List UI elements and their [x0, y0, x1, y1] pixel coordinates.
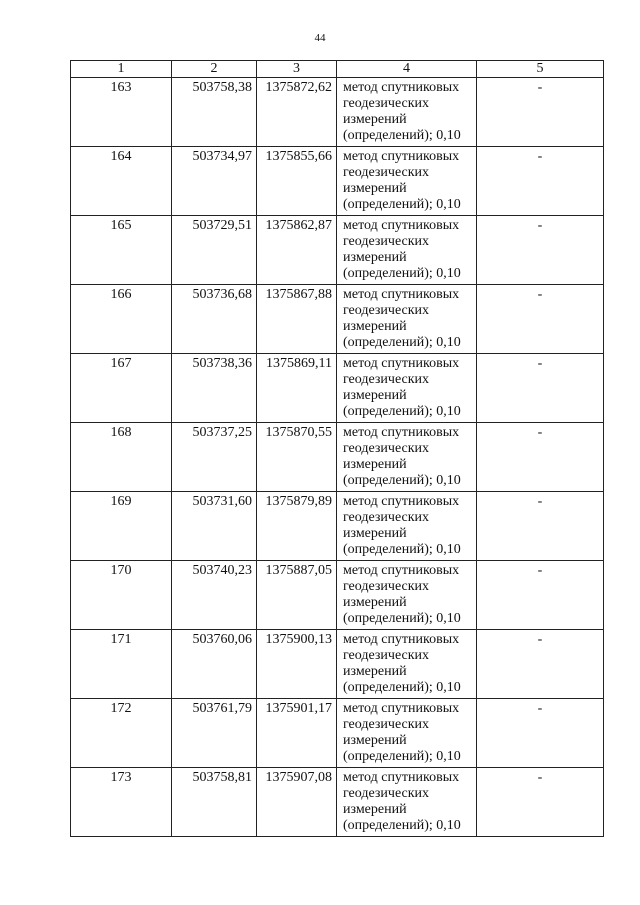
method-text-line: метод спутниковых [343, 425, 460, 440]
method-text-line: геодезических [343, 717, 430, 732]
note-cell: - [477, 699, 604, 768]
table-row [71, 423, 604, 492]
method-text-line: (определений); 0,10 [343, 335, 461, 350]
method-cell [337, 768, 477, 837]
method-text-line: (определений); 0,10 [343, 680, 461, 695]
method-cell [337, 147, 477, 216]
method-text-line: геодезических [343, 372, 430, 387]
method-text-line: измерений [343, 181, 407, 196]
table-row [71, 492, 604, 561]
x-coordinate-cell: 503738,36 [172, 354, 257, 423]
method-text-line: измерений [343, 457, 407, 472]
method-text-line: (определений); 0,10 [343, 266, 461, 281]
column-header: 4 [337, 61, 477, 78]
method-text-line: метод спутниковых [343, 149, 460, 164]
method-text-line: метод спутниковых [343, 701, 460, 716]
method-text-line: измерений [343, 388, 407, 403]
y-coordinate-cell: 1375887,05 [257, 561, 337, 630]
method-text-line: геодезических [343, 441, 430, 456]
point-number-cell: 168 [71, 423, 172, 492]
method-text-line: (определений); 0,10 [343, 404, 461, 419]
method-text-line: геодезических [343, 510, 430, 525]
point-number-cell: 166 [71, 285, 172, 354]
y-coordinate-cell: 1375900,13 [257, 630, 337, 699]
table-row [71, 768, 604, 837]
method-text-line: геодезических [343, 786, 430, 801]
method-text-line: метод спутниковых [343, 494, 460, 509]
note-cell: - [477, 561, 604, 630]
y-coordinate-cell: 1375879,89 [257, 492, 337, 561]
method-cell [337, 492, 477, 561]
point-number-cell: 165 [71, 216, 172, 285]
table-row [71, 285, 604, 354]
point-number-cell: 169 [71, 492, 172, 561]
method-text-line: метод спутниковых [343, 218, 460, 233]
point-number-cell: 173 [71, 768, 172, 837]
table-header-row [71, 61, 604, 78]
x-coordinate-cell: 503736,68 [172, 285, 257, 354]
table-row [71, 630, 604, 699]
method-text-line: геодезических [343, 165, 430, 180]
y-coordinate-cell: 1375872,62 [257, 78, 337, 147]
coordinates-table [70, 60, 604, 837]
method-text-line: метод спутниковых [343, 770, 460, 785]
column-header: 5 [477, 61, 604, 78]
method-text-line: измерений [343, 319, 407, 334]
point-number-cell: 164 [71, 147, 172, 216]
method-text-line: геодезических [343, 234, 430, 249]
x-coordinate-cell: 503737,25 [172, 423, 257, 492]
method-text-line: измерений [343, 595, 407, 610]
x-coordinate-cell: 503731,60 [172, 492, 257, 561]
y-coordinate-cell: 1375901,17 [257, 699, 337, 768]
method-text-line: метод спутниковых [343, 287, 460, 302]
note-cell: - [477, 285, 604, 354]
table-row [71, 561, 604, 630]
method-text-line: (определений); 0,10 [343, 749, 461, 764]
y-coordinate-cell: 1375907,08 [257, 768, 337, 837]
method-text-line: метод спутниковых [343, 632, 460, 647]
method-text-line: геодезических [343, 303, 430, 318]
method-cell [337, 630, 477, 699]
method-cell [337, 78, 477, 147]
note-cell: - [477, 423, 604, 492]
x-coordinate-cell: 503734,97 [172, 147, 257, 216]
note-cell: - [477, 492, 604, 561]
method-cell [337, 354, 477, 423]
method-text-line: геодезических [343, 648, 430, 663]
method-text-line: измерений [343, 250, 407, 265]
method-text-line: (определений); 0,10 [343, 128, 461, 143]
y-coordinate-cell: 1375855,66 [257, 147, 337, 216]
method-cell [337, 285, 477, 354]
point-number-cell: 172 [71, 699, 172, 768]
method-cell [337, 699, 477, 768]
point-number-cell: 170 [71, 561, 172, 630]
method-text-line: метод спутниковых [343, 80, 460, 95]
method-text-line: (определений); 0,10 [343, 542, 461, 557]
note-cell: - [477, 768, 604, 837]
method-text-line: геодезических [343, 96, 430, 111]
method-text-line: метод спутниковых [343, 356, 460, 371]
table-row [71, 147, 604, 216]
note-cell: - [477, 354, 604, 423]
column-header: 1 [71, 61, 172, 78]
method-text-line: (определений); 0,10 [343, 611, 461, 626]
x-coordinate-cell: 503758,38 [172, 78, 257, 147]
note-cell: - [477, 78, 604, 147]
method-text-line: измерений [343, 664, 407, 679]
column-header: 3 [257, 61, 337, 78]
y-coordinate-cell: 1375862,87 [257, 216, 337, 285]
method-text-line: измерений [343, 112, 407, 127]
method-text-line: измерений [343, 802, 407, 817]
note-cell: - [477, 147, 604, 216]
x-coordinate-cell: 503729,51 [172, 216, 257, 285]
y-coordinate-cell: 1375867,88 [257, 285, 337, 354]
method-text-line: (определений); 0,10 [343, 473, 461, 488]
x-coordinate-cell: 503761,79 [172, 699, 257, 768]
method-cell [337, 561, 477, 630]
page-number: 44 [314, 32, 326, 44]
table-row [71, 699, 604, 768]
y-coordinate-cell: 1375869,11 [257, 354, 337, 423]
y-coordinate-cell: 1375870,55 [257, 423, 337, 492]
x-coordinate-cell: 503740,23 [172, 561, 257, 630]
method-text-line: метод спутниковых [343, 563, 460, 578]
method-cell [337, 423, 477, 492]
x-coordinate-cell: 503758,81 [172, 768, 257, 837]
note-cell: - [477, 630, 604, 699]
method-text-line: измерений [343, 733, 407, 748]
column-header: 2 [172, 61, 257, 78]
point-number-cell: 163 [71, 78, 172, 147]
point-number-cell: 167 [71, 354, 172, 423]
method-text-line: (определений); 0,10 [343, 818, 461, 833]
table-body [71, 78, 604, 837]
point-number-cell: 171 [71, 630, 172, 699]
x-coordinate-cell: 503760,06 [172, 630, 257, 699]
table-row [71, 216, 604, 285]
method-text-line: геодезических [343, 579, 430, 594]
table-row [71, 354, 604, 423]
method-cell [337, 216, 477, 285]
method-text-line: (определений); 0,10 [343, 197, 461, 212]
table-row [71, 78, 604, 147]
method-text-line: измерений [343, 526, 407, 541]
note-cell: - [477, 216, 604, 285]
